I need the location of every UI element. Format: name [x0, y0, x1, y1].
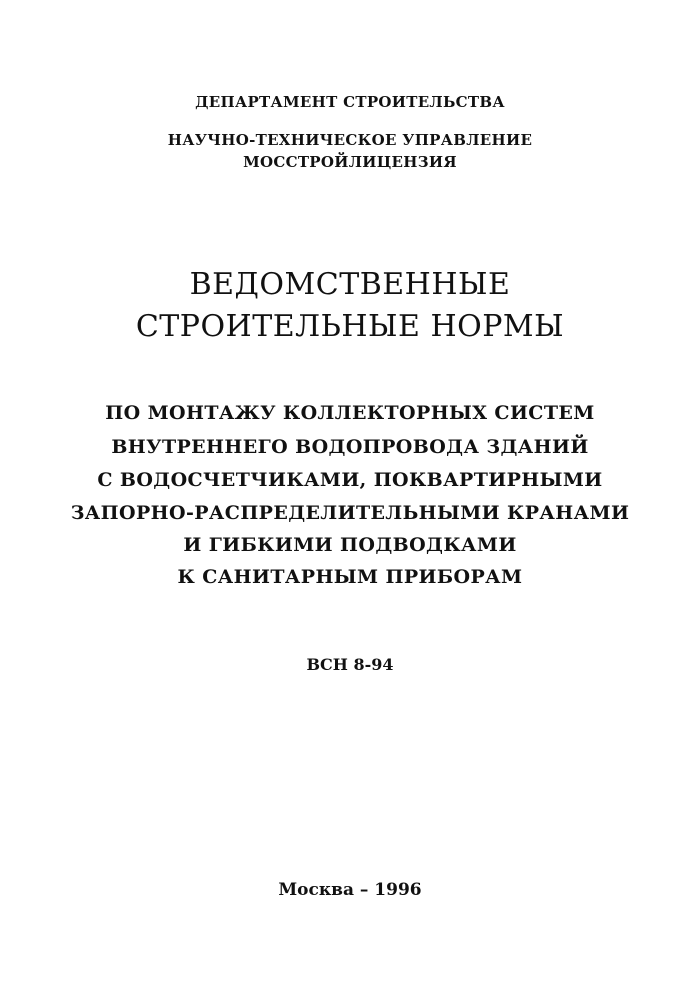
subject-line-3: С ВОДОСЧЕТЧИКАМИ, ПОКВАРТИРНЫМИ: [97, 469, 603, 491]
subject-line-4: ЗАПОРНО-РАСПРЕДЕЛИТЕЛЬНЫМИ КРАНАМИ: [70, 502, 630, 524]
imprint: Москва – 1996: [278, 880, 422, 900]
document-title-line-1: ВЕДОМСТВЕННЫЕ: [189, 267, 511, 302]
subject-line-1: ПО МОНТАЖУ КОЛЛЕКТОРНЫХ СИСТЕМ: [105, 402, 595, 424]
document-title-line-2: СТРОИТЕЛЬНЫЕ НОРМЫ: [135, 309, 565, 344]
document-code: ВСН 8-94: [306, 655, 394, 674]
subject-line-5: И ГИБКИМИ ПОДВОДКАМИ: [183, 534, 517, 556]
subject-line-2: ВНУТРЕННЕГО ВОДОПРОВОДА ЗДАНИЙ: [111, 436, 589, 458]
agency-name: МОССТРОЙЛИЦЕНЗИЯ: [243, 153, 457, 171]
directorate-name: НАУЧНО-ТЕХНИЧЕСКОЕ УПРАВЛЕНИЕ: [167, 131, 533, 149]
department-name: ДЕПАРТАМЕНТ СТРОИТЕЛЬСТВА: [195, 93, 505, 111]
subject-line-6: К САНИТАРНЫМ ПРИБОРАМ: [177, 566, 523, 588]
